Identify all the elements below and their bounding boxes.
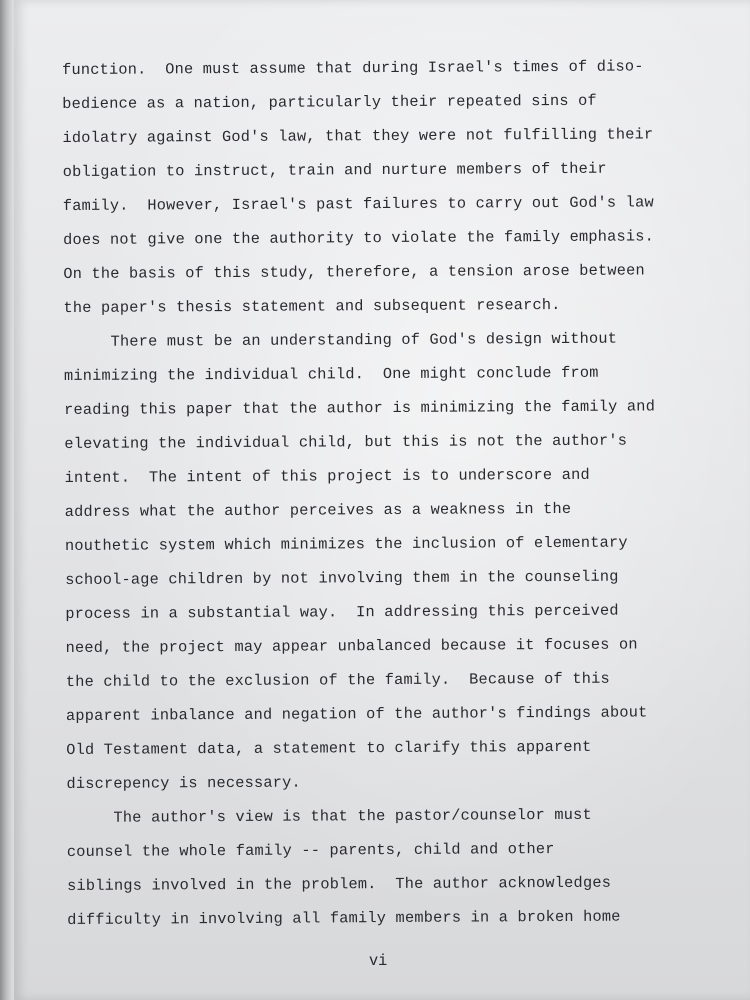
- text-line: bedience as a nation, particularly their repeated sins of: [62, 91, 597, 113]
- text-line: minimizing the individual child. One might conclude from: [63, 363, 599, 385]
- text-line: need, the project may appear unbalanced because it focuses on: [65, 635, 638, 657]
- text-line: On the basis of this study, therefore, a tension arose between: [63, 261, 645, 283]
- text-line: intent. The intent of this project is to underscore and: [64, 465, 590, 487]
- text-line: counsel the whole family -- parents, child and other: [66, 840, 555, 861]
- text-line: Old Testament data, a statement to clarify this apparent: [66, 737, 592, 759]
- text-line: The author's view is that the pastor/counselor must: [66, 805, 592, 827]
- text-line: reading this paper that the author is minimizing the family and: [64, 397, 656, 419]
- text-line: nouthetic system which minimizes the inclusion of elementary: [64, 533, 628, 555]
- text-line: There must be an understanding of God's design without: [63, 329, 618, 351]
- body-text: [62, 56, 702, 929]
- text-line: does not give one the authority to violate the family emphasis.: [63, 227, 655, 249]
- text-line: difficulty in involving all family members in a broken home: [67, 907, 621, 929]
- page-number: vi: [369, 952, 388, 970]
- text-line: process in a substantial way. In addressing this perceived: [65, 601, 619, 623]
- text-line: apparent inbalance and negation of the author's findings about: [65, 703, 648, 725]
- text-line: the paper's thesis statement and subsequent research.: [63, 295, 561, 317]
- text-line: school-age children by not involving them in the counseling: [65, 567, 619, 589]
- text-line: function. One must assume that during Israel's times of diso-: [62, 57, 644, 79]
- text-line: obligation to instruct, train and nurture members of their: [62, 159, 607, 181]
- text-line: family. However, Israel's past failures to carry out God's law: [62, 193, 654, 215]
- text-line: idolatry against God's law, that they were not fulfilling their: [62, 125, 654, 147]
- text-line: address what the author perceives as a weakness in the: [64, 499, 572, 521]
- document-page: [14, 0, 750, 1000]
- text-line: siblings involved in the problem. The author acknowledges: [66, 873, 612, 895]
- text-line: discrepency is necessary.: [66, 773, 301, 793]
- text-line: the child to the exclusion of the family. Because of this: [65, 669, 610, 691]
- text-line: elevating the individual child, but this is not the author's: [64, 431, 628, 453]
